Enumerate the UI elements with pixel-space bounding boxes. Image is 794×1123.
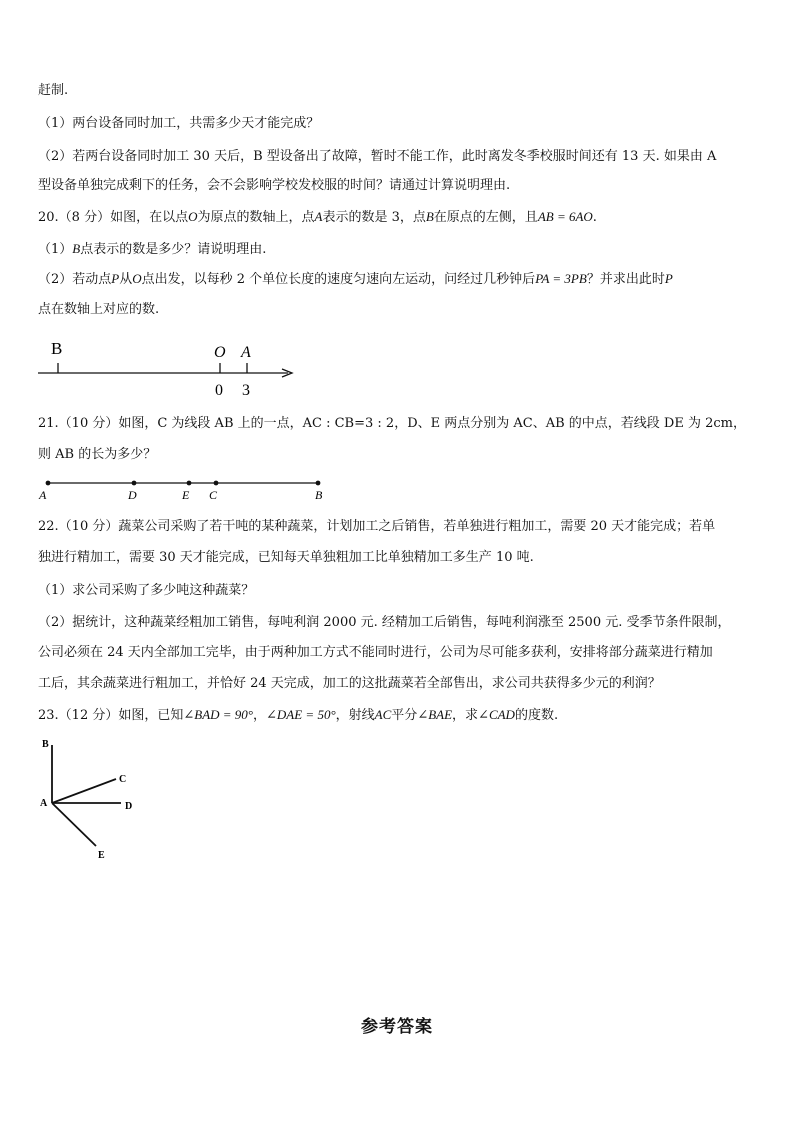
q20-part2-o: O (132, 271, 142, 286)
answer-section-title: 参考答案 (361, 1017, 433, 1037)
q20-stem-pre: 20.（8 分）如图，在以点 (38, 210, 189, 225)
q22-part2-line3: 工后，其余蔬菜进行粗加工，并恰好 24 天完成，加工的这批蔬菜若全部售出，求公司共获得多少元的利润？ (38, 676, 661, 691)
q20-part2-mid1: 从 (119, 272, 133, 287)
q23-angle-bae: ∠BAE (417, 707, 453, 722)
q23-mid3: ，求 (452, 708, 479, 723)
q22-part2-line1: （2）据统计，这种蔬菜经粗加工销售，每吨利润 2000 元. 经精加工后销售，每吨利润涨至 2500 元. 受季节条件限制， (38, 615, 731, 630)
q20-part2-line1 (38, 270, 673, 289)
q20-part1 (38, 240, 266, 259)
label-d: D (128, 488, 137, 502)
label-c: C (209, 488, 218, 502)
q20-part1-b: B (72, 241, 81, 256)
q22-part2-line2: 公司必须在 24 天内全部加工完毕，由于两种加工方式不能同时进行，公司为尽可能多获利，安排将部分蔬菜进行精加 (38, 645, 713, 660)
q23-angle-dae: ∠DAE = 50° (266, 707, 336, 722)
label-o: O (214, 344, 226, 361)
q21-line2: 则 AB 的长为多少？ (38, 447, 157, 462)
q23-angle-figure (30, 735, 150, 865)
point-b (316, 481, 321, 486)
point-a (46, 481, 51, 486)
q20-stem (38, 208, 597, 227)
label-b: B (315, 488, 323, 502)
q20-part1-pre: （1） (38, 242, 73, 257)
q20-point-p: P (111, 271, 120, 286)
label-b: B (42, 739, 49, 750)
q22-part1: （1）求公司采购了多少吨这种蔬菜？ (38, 583, 255, 598)
q20-stem-mid3: 在原点的左侧，且 (433, 210, 538, 225)
q23-stem (38, 706, 558, 725)
q23-end: 的度数. (514, 708, 559, 723)
q20-stem-mid1: 为原点的数轴上，点 (197, 210, 315, 225)
q22-line1: 22.（10 分）蔬菜公司采购了若干吨的某种蔬菜，计划加工之后销售，若单独进行粗加工，需要 20 天才能完成；若单 (38, 519, 716, 534)
q23-angle-cad: ∠CAD (478, 707, 515, 722)
label-c: C (119, 774, 127, 785)
q23-ray-ac: AC (374, 707, 392, 722)
q22-line2: 独进行精加工，需要 30 天才能完成，已知每天单独粗加工比单独精加工多生产 10 吨. (38, 550, 534, 565)
ray-ae (52, 803, 96, 846)
label-a: A (39, 488, 47, 502)
ray-ac (52, 779, 116, 803)
q20-part2-pre: （2）若动点 (38, 272, 112, 287)
q21-segment-figure (30, 474, 340, 504)
point-c (214, 481, 219, 486)
tick-label-0: 0 (215, 382, 223, 399)
point-e (187, 481, 192, 486)
q19-part1: （1）两台设备同时加工，共需多少天才能完成？ (38, 116, 320, 131)
q20-condition2: PA = 3PB (535, 271, 587, 286)
q20-part2-mid3: ？并求出此时 (586, 272, 665, 287)
point-d (132, 481, 137, 486)
q23-angle-bad: ∠BAD = 90° (183, 707, 253, 722)
q19-tail: 赶制. (38, 83, 69, 98)
label-b: B (51, 339, 63, 358)
q20-point-o: O (188, 209, 198, 224)
q20-point-p2: P (664, 271, 673, 286)
q20-part2-line2: 点在数轴上对应的数. (38, 302, 160, 317)
q20-part1-post: 点表示的数是多少？请说明理由. (80, 242, 267, 257)
q23-pre: 23.（12 分）如图，已知 (38, 708, 184, 723)
q19-part2-line1: （2）若两台设备同时加工 30 天后，B 型设备出了故障，暂时不能工作，此时离发冬季校服时间还有 13 天. 如果由 A (38, 149, 717, 164)
label-a: A (241, 344, 251, 361)
q20-stem-mid2: 表示的数是 3，点 (322, 210, 426, 225)
q20-part2-mid2: 点出发，以每秒 2 个单位长度的速度匀速向左运动，问经过几秒钟后 (141, 272, 536, 287)
label-a: A (40, 798, 48, 809)
q21-line1: 21.（10 分）如图，C 为线段 AB 上的一点，AC : CB=3 : 2，D、E 两点分别为 AC、AB 的中点，若线段 DE 为 2cm， (38, 416, 746, 431)
tick-label-3: 3 (242, 382, 250, 399)
label-d: D (125, 801, 133, 812)
q20-point-b: B (425, 209, 434, 224)
label-e: E (98, 850, 105, 861)
q23-mid: ，射线 (335, 708, 375, 723)
q20-point-a: A (314, 209, 323, 224)
q20-stem-end: . (592, 210, 597, 225)
q23-mid2: 平分 (391, 708, 418, 723)
label-e: E (182, 488, 190, 502)
q20-condition: AB = 6AO (537, 209, 593, 224)
q20-number-line-figure (30, 335, 310, 400)
q23-sep: ， (253, 708, 267, 723)
q19-part2-line2: 型设备单独完成剩下的任务，会不会影响学校发校服的时间？请通过计算说明理由. (38, 178, 511, 193)
